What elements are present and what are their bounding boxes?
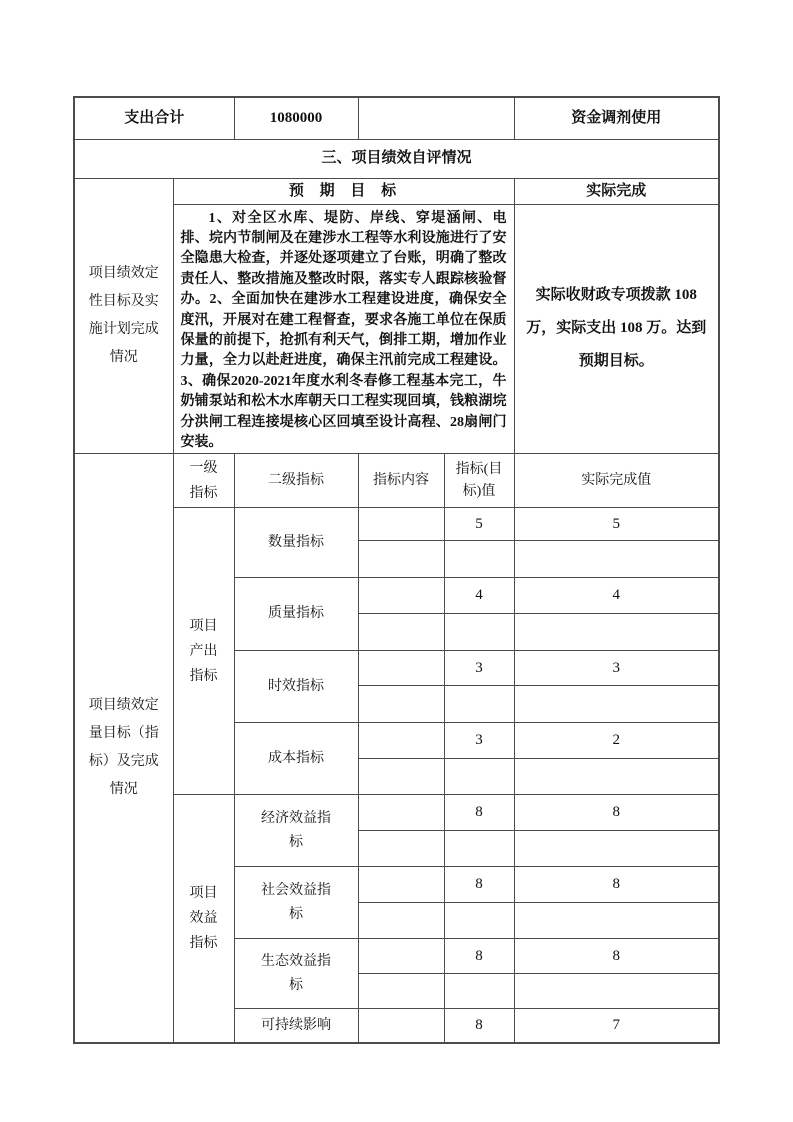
- header-level2: 二级指标: [234, 454, 358, 508]
- target-value-empty: [444, 903, 514, 939]
- level2-quality-label: [234, 578, 358, 651]
- header-level1-text: 一级指标: [189, 460, 218, 501]
- level2-sustainable-text: 可持续影响: [261, 1017, 332, 1033]
- actual-value-empty: [514, 541, 719, 578]
- target-value: 8: [444, 939, 514, 974]
- quantitative-row-label: [74, 454, 173, 1043]
- target-value: 8: [444, 795, 514, 831]
- actual-value-empty: [514, 614, 719, 651]
- target-value-empty: [444, 974, 514, 1009]
- target-value-empty: [444, 686, 514, 723]
- level2-timeliness-text: 时效指标: [268, 678, 325, 694]
- level2-economic-text: 经济效益指标: [261, 810, 332, 850]
- actual-value-empty: [514, 759, 719, 795]
- expected-goal-header: 预 期 目 标: [173, 178, 514, 204]
- level2-cost-label: [234, 723, 358, 795]
- level2-quantity-text: 数量指标: [268, 534, 325, 550]
- target-value-empty: [444, 614, 514, 651]
- indicator-content-cell: [358, 651, 444, 686]
- actual-value: 8: [514, 867, 719, 903]
- target-value: 4: [444, 578, 514, 614]
- indicator-content-cell: [358, 867, 444, 903]
- level1-benefit-label-text: 项目效益指标: [189, 886, 218, 952]
- actual-value: 5: [514, 508, 719, 541]
- level2-sustainable-label: [234, 1009, 358, 1043]
- level2-social-label: [234, 867, 358, 939]
- header-level1: [173, 454, 234, 508]
- target-value: 3: [444, 651, 514, 686]
- actual-value: 7: [514, 1009, 719, 1043]
- target-value: 8: [444, 1009, 514, 1043]
- target-value-empty: [444, 831, 514, 867]
- section-title: 三、项目绩效自评情况: [74, 139, 719, 178]
- blank-cell: [358, 97, 514, 139]
- level1-output-label-text: 项目产出指标: [189, 618, 218, 684]
- indicator-content-cell: [358, 759, 444, 795]
- actual-value: 3: [514, 651, 719, 686]
- level2-economic-label: [234, 795, 358, 867]
- actual-value-empty: [514, 974, 719, 1009]
- level1-benefit-label: [173, 795, 234, 1043]
- actual-value-empty: [514, 903, 719, 939]
- expected-goal-text-cell: [173, 204, 514, 454]
- level2-quantity-label: [234, 508, 358, 578]
- level2-timeliness-label: [234, 651, 358, 723]
- actual-value: 8: [514, 939, 719, 974]
- actual-value: 4: [514, 578, 719, 614]
- indicator-content-cell: [358, 541, 444, 578]
- qualitative-row-label: [74, 178, 173, 454]
- level2-cost-text: 成本指标: [268, 750, 325, 766]
- header-target-text: 指标(目标)值: [455, 461, 503, 499]
- actual-value-empty: [514, 831, 719, 867]
- target-value: 8: [444, 867, 514, 903]
- header-content: 指标内容: [358, 454, 444, 508]
- indicator-content-cell: [358, 939, 444, 974]
- indicator-content-cell: [358, 508, 444, 541]
- budget-performance-table: [73, 96, 720, 1044]
- target-value-empty: [444, 759, 514, 795]
- indicator-content-cell: [358, 686, 444, 723]
- indicator-content-cell: [358, 578, 444, 614]
- expenditure-total-value: 1080000: [234, 97, 358, 139]
- header-target: [444, 454, 514, 508]
- indicator-content-cell: [358, 614, 444, 651]
- actual-value: 8: [514, 795, 719, 831]
- expected-goal-text: 1、对全区水库、堤防、岸线、穿堤涵闸、电排、垸内节制闸及在建涉水工程等水利设施进行了安全隐患大检查，并逐处逐项建立了台账，明确了整改责任人、整改措施及整改时限，落实专人跟踪核验督办。2、全面加快在建涉水工程建设进度，确保安全度汛，开展对在建工程督查，要求各施工单位在保质保量的前提下，抢抓有利天气，倒排工期，增加作业力量，全力以赴赶进度，确保主汛前完成工程建设。3、确保2020-2021年度水利冬春修工程基本完工，牛奶铺泵站和松木水库朝天口工程实现回填，钱粮湖垸分洪闸工程连接堤核心区回填至设计高程、28扇闸门安装。: [180, 210, 507, 450]
- level2-quality-text: 质量指标: [268, 606, 325, 622]
- level2-ecological-text: 生态效益指标: [261, 953, 332, 993]
- level2-social-text: 社会效益指标: [261, 882, 332, 922]
- level2-ecological-label: [234, 939, 358, 1009]
- expenditure-total-label: 支出合计: [74, 97, 234, 139]
- fund-adjustment-label: 资金调剂使用: [514, 97, 719, 139]
- header-actual: 实际完成值: [514, 454, 719, 508]
- indicator-content-cell: [358, 831, 444, 867]
- actual-completion-text: 实际收财政专项拨款 108 万，实际支出 108 万。达到预期目标。: [514, 204, 719, 454]
- quantitative-row-label-text: 项目绩效定量目标（指标）及完成情况: [88, 698, 159, 798]
- actual-completion-header: 实际完成: [514, 178, 719, 204]
- target-value-empty: [444, 541, 514, 578]
- actual-value-empty: [514, 686, 719, 723]
- target-value: 3: [444, 723, 514, 759]
- indicator-content-cell: [358, 723, 444, 759]
- target-value: 5: [444, 508, 514, 541]
- indicator-content-cell: [358, 795, 444, 831]
- level1-output-label: [173, 508, 234, 795]
- qualitative-row-label-text: 项目绩效定性目标及实施计划完成情况: [88, 265, 159, 365]
- indicator-content-cell: [358, 903, 444, 939]
- performance-self-evaluation-table: [73, 96, 718, 1044]
- indicator-content-cell: [358, 974, 444, 1009]
- indicator-content-cell: [358, 1009, 444, 1043]
- actual-value: 2: [514, 723, 719, 759]
